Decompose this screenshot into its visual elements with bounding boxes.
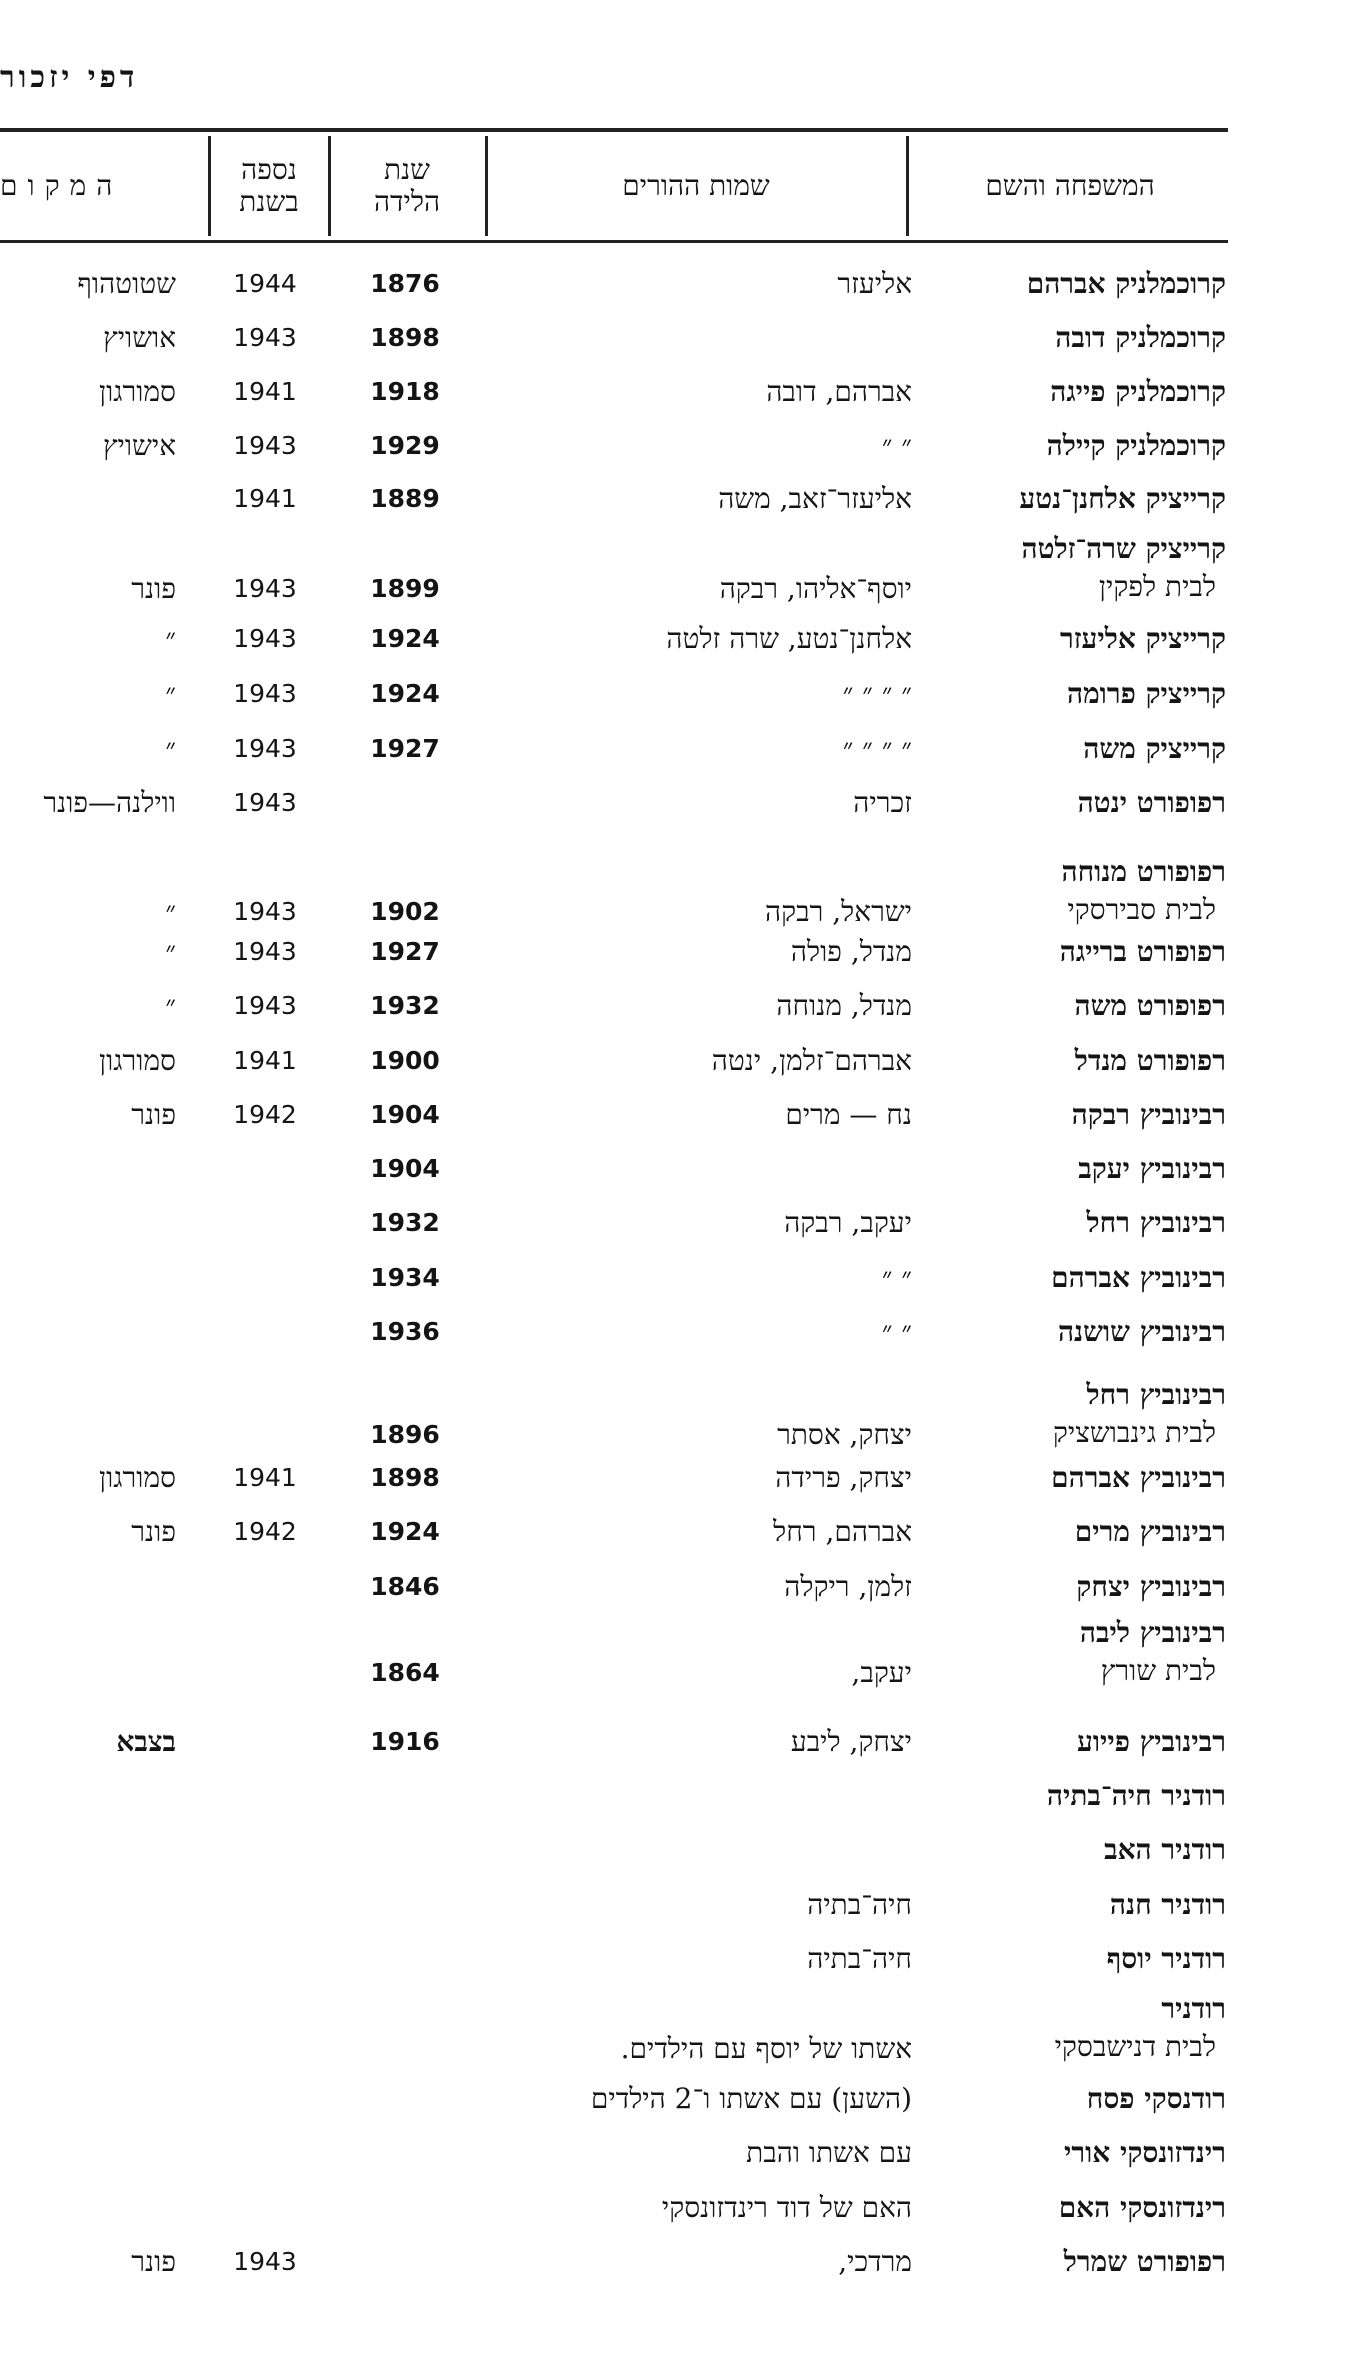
cell-death-year: 1943 bbox=[233, 323, 297, 352]
table-row bbox=[0, 319, 1356, 359]
cell-death-year: 1944 bbox=[233, 269, 297, 298]
table-row bbox=[0, 1459, 1356, 1499]
cell-name: קרוכמלניק פייגה bbox=[1050, 375, 1226, 408]
cell-parents: ישראל, רבקה bbox=[765, 895, 912, 928]
cell-name: קרייציק משה bbox=[1083, 732, 1226, 765]
cell-parents: יצחק, ליבע bbox=[790, 1725, 912, 1758]
cell-parents: מנדל, פולה bbox=[790, 935, 912, 968]
cell-name: רפופורט ינטה bbox=[1077, 786, 1226, 819]
column-header-place-label: המקום bbox=[0, 169, 123, 202]
cell-birth-year: 1864 bbox=[370, 1658, 440, 1687]
cell-place: ״ bbox=[165, 989, 176, 1022]
cell-place: שטוטהוף bbox=[77, 267, 176, 300]
cell-birth-year: 1932 bbox=[370, 1208, 440, 1237]
column-divider bbox=[906, 136, 909, 236]
table-row bbox=[0, 730, 1356, 770]
cell-name: קרוכמלניק אברהם bbox=[1026, 267, 1226, 300]
cell-death-year: 1943 bbox=[233, 624, 297, 653]
table-row bbox=[0, 265, 1356, 305]
cell-death-year: 1941 bbox=[233, 484, 297, 513]
cell-parents: אברהם, רחל bbox=[773, 1515, 912, 1548]
cell-place: ״ bbox=[165, 677, 176, 710]
column-divider bbox=[328, 136, 331, 236]
cell-place: ווילנה—פונר bbox=[43, 786, 176, 819]
cell-death-year: 1943 bbox=[233, 574, 297, 603]
cell-birth-year: 1896 bbox=[370, 1420, 440, 1449]
page-header: דפי יזכור bbox=[0, 60, 139, 95]
cell-name: רפופורט מנדל bbox=[1074, 1044, 1226, 1077]
table-row bbox=[0, 1150, 1356, 1190]
cell-name: רבינוביץ ליבה bbox=[1079, 1616, 1226, 1649]
cell-place: ״ bbox=[165, 935, 176, 968]
cell-death-year: 1942 bbox=[233, 1517, 297, 1546]
cell-name: רינדזונסקי אורי bbox=[1064, 2136, 1226, 2169]
cell-death-year: 1942 bbox=[233, 1100, 297, 1129]
cell-death-year: 1943 bbox=[233, 2247, 297, 2276]
column-header-name-label: המשפחה והשם bbox=[985, 169, 1155, 202]
cell-parents: זכריה bbox=[853, 786, 912, 819]
table-row bbox=[0, 855, 1356, 935]
cell-place: פונר bbox=[131, 2245, 176, 2278]
cell-name: רבינוביץ רחל bbox=[1086, 1206, 1226, 1239]
cell-birth-year: 1924 bbox=[370, 624, 440, 653]
cell-place: ״ bbox=[165, 895, 176, 928]
cell-parents: ״ ״ bbox=[881, 1315, 912, 1348]
cell-birth-year: 1924 bbox=[370, 1517, 440, 1546]
table-row bbox=[0, 1616, 1356, 1696]
cell-place: ״ bbox=[165, 622, 176, 655]
column-header-birth-line1: שנת bbox=[384, 153, 431, 186]
cell-parents: יצחק, אסתר bbox=[777, 1418, 912, 1451]
cell-death-year: 1943 bbox=[233, 679, 297, 708]
cell-birth-year: 1929 bbox=[370, 431, 440, 460]
cell-name: קרייציק אליעזר bbox=[1060, 622, 1226, 655]
cell-place: סמורגון bbox=[99, 375, 176, 408]
cell-place: בצבא bbox=[116, 1725, 176, 1758]
cell-name: רודניר יוסף bbox=[1106, 1942, 1226, 1975]
cell-birth-year: 1846 bbox=[370, 1572, 440, 1601]
column-header-died bbox=[212, 132, 326, 240]
table-row bbox=[0, 532, 1356, 612]
cell-name: רבינוביץ יעקב bbox=[1078, 1152, 1226, 1185]
cell-parents: אליעזר bbox=[837, 267, 912, 300]
cell-parents: יוסף־אליהו, רבקה bbox=[719, 572, 912, 605]
table-row bbox=[0, 1723, 1356, 1763]
cell-birth-year: 1927 bbox=[370, 937, 440, 966]
cell-name: רינדזונסקי האם bbox=[1058, 2191, 1226, 2224]
column-header-birth-line2: הלידה bbox=[373, 185, 441, 218]
table-row bbox=[0, 1259, 1356, 1299]
cell-parents: יצחק, פרידה bbox=[775, 1461, 912, 1494]
cell-parents: אשתו של יוסף עם הילדים. bbox=[620, 2032, 912, 2065]
column-header-birth bbox=[332, 132, 482, 240]
cell-parents: אברהם־זלמן, ינטה bbox=[711, 1044, 912, 1077]
cell-parents: יעקב, bbox=[851, 1656, 912, 1689]
column-divider bbox=[485, 136, 488, 236]
cell-name: רבינוביץ פייוע bbox=[1077, 1725, 1226, 1758]
column-header-place bbox=[0, 132, 205, 240]
table-row bbox=[0, 480, 1356, 520]
cell-name: רבינוביץ יצחק bbox=[1076, 1570, 1226, 1603]
table-row bbox=[0, 675, 1356, 715]
cell-parents: חיה־בתיה bbox=[807, 1942, 912, 1975]
cell-birth-year: 1899 bbox=[370, 574, 440, 603]
cell-name-maiden: לבית שורץ bbox=[1100, 1654, 1216, 1687]
cell-place: פונר bbox=[131, 1515, 176, 1548]
cell-death-year: 1941 bbox=[233, 1046, 297, 1075]
table-row bbox=[0, 2243, 1356, 2283]
column-header-parents-label: שמות ההורים bbox=[622, 169, 770, 202]
column-header-parents bbox=[490, 132, 902, 240]
table-row bbox=[0, 1096, 1356, 1136]
table-row bbox=[0, 1204, 1356, 1244]
cell-birth-year: 1927 bbox=[370, 734, 440, 763]
cell-place: סמורגון bbox=[99, 1044, 176, 1077]
cell-birth-year: 1889 bbox=[370, 484, 440, 513]
cell-place: ״ bbox=[165, 732, 176, 765]
cell-death-year: 1941 bbox=[233, 1463, 297, 1492]
cell-parents: ״ ״ ״ ״ bbox=[842, 677, 912, 710]
cell-parents: מרדכי, bbox=[838, 2245, 912, 2278]
cell-birth-year: 1900 bbox=[370, 1046, 440, 1075]
table-row bbox=[0, 620, 1356, 660]
column-divider bbox=[208, 136, 211, 236]
cell-name-maiden: לבית דנישבסקי bbox=[1054, 2030, 1216, 2063]
table-row bbox=[0, 933, 1356, 973]
cell-name: קרוכמלניק דובה bbox=[1055, 321, 1226, 354]
cell-parents: מנדל, מנוחה bbox=[776, 989, 912, 1022]
cell-name-maiden: לבית סבירסקי bbox=[1067, 893, 1216, 926]
cell-name-maiden: לבית גינבושציק bbox=[1052, 1416, 1216, 1449]
cell-parents: עם אשתו והבת bbox=[746, 2136, 912, 2169]
cell-name: רבינוביץ רבקה bbox=[1071, 1098, 1226, 1131]
cell-death-year: 1943 bbox=[233, 431, 297, 460]
cell-name: קרייציק שרה־זלטה bbox=[1021, 532, 1226, 565]
table-row bbox=[0, 1042, 1356, 1082]
cell-name: רפופורט ברייגה bbox=[1059, 935, 1226, 968]
table-row bbox=[0, 1513, 1356, 1553]
cell-name: רפופורט מנוחה bbox=[1061, 855, 1226, 888]
cell-birth-year: 1918 bbox=[370, 377, 440, 406]
table-row bbox=[0, 1313, 1356, 1353]
cell-parents: ״ ״ ״ ״ bbox=[842, 732, 912, 765]
cell-name: רפופורט שמרל bbox=[1063, 2245, 1226, 2278]
cell-death-year: 1943 bbox=[233, 897, 297, 926]
table-row bbox=[0, 1886, 1356, 1926]
table-row bbox=[0, 1992, 1356, 2072]
cell-parents: ״ ״ bbox=[881, 1261, 912, 1294]
cell-parents: אלחנן־נטע, שרה זלטה bbox=[666, 622, 912, 655]
cell-name: רבינוביץ מרים bbox=[1074, 1515, 1226, 1548]
cell-death-year: 1941 bbox=[233, 377, 297, 406]
cell-place: סמורגון bbox=[99, 1461, 176, 1494]
cell-name: קרייציק פרומה bbox=[1066, 677, 1226, 710]
cell-death-year: 1943 bbox=[233, 734, 297, 763]
cell-birth-year: 1898 bbox=[370, 323, 440, 352]
cell-birth-year: 1902 bbox=[370, 897, 440, 926]
cell-birth-year: 1936 bbox=[370, 1317, 440, 1346]
column-header-died-line1: נספה bbox=[241, 153, 297, 186]
column-header-name bbox=[912, 132, 1228, 240]
cell-birth-year: 1924 bbox=[370, 679, 440, 708]
cell-name-maiden: לבית לפקין bbox=[1098, 570, 1216, 603]
cell-parents: האם של דוד רינדזונסקי bbox=[661, 2191, 912, 2224]
cell-name: רודניר bbox=[1161, 1992, 1226, 2025]
cell-parents: ״ ״ bbox=[881, 429, 912, 462]
cell-parents: חיה־בתיה bbox=[807, 1888, 912, 1921]
cell-name: רבינוביץ שושנה bbox=[1057, 1315, 1226, 1348]
cell-birth-year: 1876 bbox=[370, 269, 440, 298]
cell-place: אושויץ bbox=[103, 321, 176, 354]
cell-name: רודניר חיה־בתיה bbox=[1046, 1779, 1226, 1812]
cell-birth-year: 1932 bbox=[370, 991, 440, 1020]
cell-name: קרייציק אלחנן־נטע bbox=[1019, 482, 1226, 515]
cell-parents: (השען) עם אשתו ו־2 הילדים bbox=[590, 2082, 912, 2115]
cell-birth-year: 1898 bbox=[370, 1463, 440, 1492]
cell-name: רבינוביץ רחל bbox=[1086, 1378, 1226, 1411]
cell-parents: נח — מרים bbox=[785, 1098, 912, 1131]
cell-parents: יעקב, רבקה bbox=[784, 1206, 912, 1239]
table-row bbox=[0, 2134, 1356, 2174]
cell-parents: זלמן, ריקלה bbox=[784, 1570, 912, 1603]
table-row bbox=[0, 427, 1356, 467]
cell-parents: אברהם, דובה bbox=[766, 375, 912, 408]
table-row bbox=[0, 1940, 1356, 1980]
cell-parents: אליעזר־זאב, משה bbox=[718, 482, 912, 515]
table-row bbox=[0, 2080, 1356, 2120]
cell-name: רבינוביץ אברהם bbox=[1051, 1261, 1226, 1294]
column-header-died-line2: בשנת bbox=[239, 185, 299, 218]
cell-name: קרוכמלניק קיילה bbox=[1046, 429, 1226, 462]
cell-place: אישויץ bbox=[102, 429, 176, 462]
cell-birth-year: 1916 bbox=[370, 1727, 440, 1756]
table-row bbox=[0, 2189, 1356, 2229]
cell-name: רפופורט משה bbox=[1074, 989, 1226, 1022]
cell-death-year: 1943 bbox=[233, 937, 297, 966]
table-row bbox=[0, 373, 1356, 413]
table-row bbox=[0, 1568, 1356, 1608]
table-row bbox=[0, 1777, 1356, 1817]
cell-name: רודניר חנה bbox=[1109, 1888, 1226, 1921]
cell-death-year: 1943 bbox=[233, 991, 297, 1020]
cell-place: פונר bbox=[131, 1098, 176, 1131]
header-bottom-rule bbox=[0, 240, 1228, 243]
cell-death-year: 1943 bbox=[233, 788, 297, 817]
cell-birth-year: 1934 bbox=[370, 1263, 440, 1292]
table-row bbox=[0, 987, 1356, 1027]
table-row bbox=[0, 1831, 1356, 1871]
cell-birth-year: 1904 bbox=[370, 1154, 440, 1183]
table-row bbox=[0, 1378, 1356, 1458]
cell-birth-year: 1904 bbox=[370, 1100, 440, 1129]
cell-name: רודניר האב bbox=[1104, 1833, 1226, 1866]
table-row bbox=[0, 784, 1356, 824]
cell-name: רודנסקי פסח bbox=[1086, 2082, 1226, 2115]
cell-name: רבינוביץ אברהם bbox=[1051, 1461, 1226, 1494]
cell-place: פונר bbox=[131, 572, 176, 605]
